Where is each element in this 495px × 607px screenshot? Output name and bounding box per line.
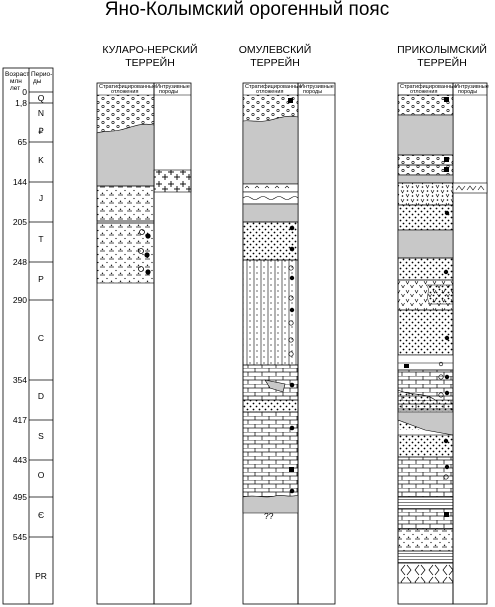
age-header-1: Возраст xyxy=(5,71,30,78)
period-label: PR xyxy=(35,571,47,581)
age-label: 205 xyxy=(12,217,27,227)
question-mark: ?? xyxy=(264,511,274,521)
age-label: 290 xyxy=(12,295,27,305)
terrane-title-line1: ОМУЛЕВСКИЙ xyxy=(238,44,312,56)
period-label: D xyxy=(37,391,45,401)
terrane-column-prikolymsky xyxy=(398,83,489,604)
terrane-title-line1: КУЛАРО-НЕРСКИЙ xyxy=(102,44,198,56)
strat-header-2: отложения xyxy=(111,89,139,95)
terrane-column-kularo-nersky xyxy=(97,83,191,604)
age-label: 417 xyxy=(12,415,27,425)
age-label: 0 xyxy=(22,87,27,97)
strat-header-prik-2: отложения xyxy=(410,89,438,95)
terrane-title-line1: ПРИКОЛЫМСКИЙ xyxy=(397,44,487,56)
period-label: K xyxy=(38,155,44,165)
age-label: 545 xyxy=(12,532,27,542)
diagram-title: Яно-Колымский орогенный пояс xyxy=(104,0,390,20)
period-header-2: ды xyxy=(33,78,42,85)
terrane-title-line2: ТЕРРЕЙН xyxy=(417,57,467,69)
period-label: O xyxy=(37,470,45,480)
age-label: 495 xyxy=(12,492,27,502)
intr-header-prik-2: породы xyxy=(458,89,478,95)
period-label: Є xyxy=(37,510,45,520)
age-label: 248 xyxy=(12,257,27,267)
period-label: T xyxy=(38,234,44,244)
age-label: 354 xyxy=(12,375,27,385)
age-label: 443 xyxy=(12,455,27,465)
intr-header-1: Интрузивные xyxy=(156,84,190,90)
intr-header-2: породы xyxy=(159,89,179,95)
period-label: N xyxy=(37,108,45,118)
intr-header-omul-2: породы xyxy=(303,89,323,95)
intr-header-prik-1: Интрузивные xyxy=(455,84,489,90)
period-label: Q xyxy=(37,93,45,103)
period-label: C xyxy=(37,333,45,343)
period-label: ₽ xyxy=(38,126,44,136)
strat-header-1: Стратифицированные xyxy=(99,84,157,90)
age-header-3: лет xyxy=(10,85,21,92)
period-label: S xyxy=(38,431,44,441)
age-header-2: млн xyxy=(10,78,22,85)
terrane-column-omulevsky xyxy=(243,83,335,604)
intr-header-omul-1: Интрузивные xyxy=(300,84,334,90)
age-label: 65 xyxy=(17,137,27,147)
strat-header-prik-1: Стратифицированные xyxy=(400,84,458,90)
period-label: P xyxy=(38,274,44,284)
strat-header-omul-2: отложения xyxy=(256,89,284,95)
period-header-1: Перио- xyxy=(31,71,53,78)
age-label: 1,8 xyxy=(15,98,27,108)
terrane-title-line2: ТЕРРЕЙН xyxy=(125,57,175,69)
strat-header-omul-1: Стратифицированные xyxy=(245,84,303,90)
time-scale xyxy=(3,68,53,604)
terrane-title-line2: ТЕРРЕЙН xyxy=(250,57,300,69)
period-label: J xyxy=(38,193,44,203)
age-label: 144 xyxy=(12,177,27,187)
